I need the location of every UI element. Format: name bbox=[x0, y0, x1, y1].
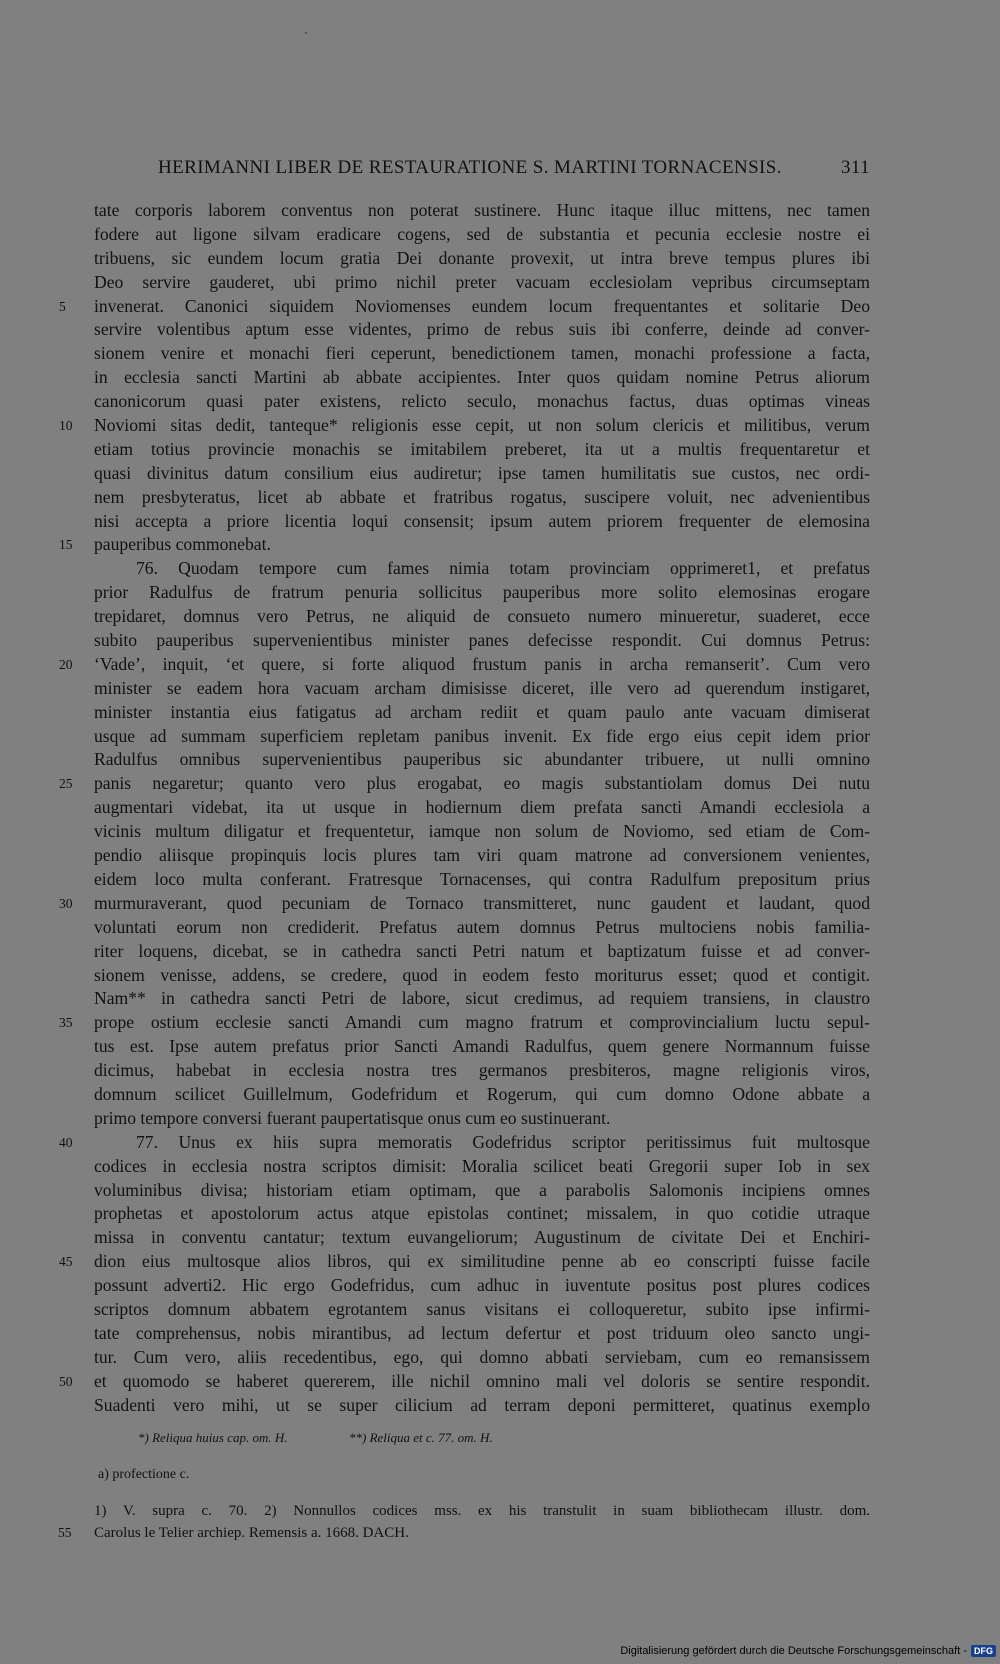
line-text: Nam** in cathedra sancti Petri de labore, sicut credimus, ad requiem transiens, in claustro bbox=[94, 988, 870, 1009]
line-number: 20 bbox=[59, 656, 73, 672]
text-line bbox=[94, 486, 870, 510]
text-line bbox=[59, 414, 870, 438]
line-number: 45 bbox=[59, 1254, 73, 1270]
line-number: 5 bbox=[59, 298, 66, 314]
footnote-line bbox=[58, 1522, 870, 1544]
text-line bbox=[94, 964, 870, 988]
line-text: prophetas et apostolorum actus atque epistolas continet; missalem, in quo cotidie utraque bbox=[94, 1203, 870, 1224]
text-line bbox=[94, 629, 870, 653]
text-line bbox=[94, 1035, 870, 1059]
line-text: Deo servire gauderet, ubi primo nichil preter vacuam ecclesiolam vepribus circumseptam bbox=[94, 271, 870, 292]
line-text: prope ostium ecclesie sancti Amandi cum magno fratrum et comprovincialium luctu sepul- bbox=[94, 1012, 870, 1033]
line-number: 50 bbox=[59, 1373, 73, 1389]
text-line bbox=[94, 581, 870, 605]
line-text: scriptos domnum abbatem egrotantem sanus visitans ei colloqueretur, subito ipse infirmi- bbox=[94, 1298, 870, 1319]
line-text: voluminibus divisa; historiam etiam optimam, que a parabolis Salomonis incipiens omnes bbox=[94, 1179, 870, 1200]
line-text: augmentari videbat, ita ut usque in hodiernum diem prefata sancti Amandi ecclesiola a bbox=[94, 797, 870, 818]
text-line bbox=[59, 295, 870, 319]
line-text: usque ad summam superficiem repletam panibus invenit. Ex fide ergo eius cepit idem prior bbox=[94, 725, 870, 746]
text-line bbox=[94, 247, 870, 271]
line-text: Radulfus omnibus supervenientibus pauperibus sic abundanter tribuere, ut nulli omnino bbox=[94, 749, 870, 770]
line-text: pauperibus commonebat. bbox=[94, 534, 271, 555]
line-number: 55 bbox=[58, 1525, 72, 1540]
text-line bbox=[94, 868, 870, 892]
main-text bbox=[59, 199, 870, 1417]
text-line bbox=[94, 1155, 870, 1179]
text-line bbox=[59, 892, 870, 916]
text-line bbox=[94, 725, 870, 749]
line-text: dion eius multosque alios libros, qui ex similitudine penne ab eo conscripti fuisse facile bbox=[94, 1251, 870, 1272]
text-line bbox=[59, 1370, 870, 1394]
text-line bbox=[94, 605, 870, 629]
line-text: voluntati eorum non crediderit. Prefatus autem domnus Petrus multociens nobis familia- bbox=[94, 916, 870, 937]
line-text: subito pauperibus supervenientibus minister panes defecisse respondit. Cui domnus Petrus: bbox=[94, 630, 870, 651]
line-text: primo tempore conversi fuerant paupertatisque onus cum eo sustinuerant. bbox=[94, 1107, 611, 1128]
footnote-text: 1) V. supra c. 70. 2) Nonnullos codices mss. ex his transtulit in suam bibliothecam illustr. dom. bbox=[94, 1503, 870, 1519]
line-text: codices in ecclesia nostra scriptos dimisit: Moralia scilicet beati Gregorii super Iob in sex bbox=[94, 1155, 870, 1176]
text-line bbox=[94, 318, 870, 342]
text-line bbox=[94, 199, 870, 223]
footnote-line bbox=[94, 1500, 870, 1522]
note-star: *) Reliqua huius cap. om. H. bbox=[138, 1430, 288, 1445]
text-line bbox=[59, 1011, 870, 1035]
text-line bbox=[94, 701, 870, 725]
line-text: panis negaretur; quanto vero plus erogabat, eo magis substantiolam domus Dei nutu bbox=[94, 773, 870, 794]
line-text: 76. Quodam tempore cum fames nimia totam provinciam opprimeret1, et prefatus bbox=[136, 558, 870, 579]
line-text: murmuraverant, quod pecuniam de Tornaco transmitteret, nunc gaudent et laudant, quod bbox=[94, 892, 870, 913]
text-line bbox=[94, 940, 870, 964]
digitization-credit bbox=[620, 1645, 996, 1657]
line-text: etiam totius provincie monachis se imitabilem preberet, ita ut a multis frequentaretur et bbox=[94, 438, 870, 459]
line-text: minister se eadem hora vacuam archam dimisisse diceret, ille vero ad querendum instigaret, bbox=[94, 677, 870, 698]
line-text: canonicorum quasi pater existens, relicto seculo, monachus factus, duas optimas vineas bbox=[94, 391, 870, 412]
line-text: Noviomi sitas dedit, tanteque* religionis esse cepit, ut non solum clericis et militibus, verum bbox=[94, 415, 870, 436]
line-text: tribuens, sic eundem locum gratia Dei donante provexit, ut intra breve tempus plures ibi bbox=[94, 247, 870, 268]
text-line bbox=[94, 390, 870, 414]
footnote-text: Carolus le Telier archiep. Remensis a. 1668. DACH. bbox=[94, 1525, 409, 1541]
line-number: 10 bbox=[59, 418, 73, 434]
line-text: nem presbyteratus, licet ab abbate et fratribus rogatus, suscipere voluit, nec advenientibus bbox=[94, 486, 870, 507]
line-text: tate corporis laborem conventus non poterat sustinere. Hunc itaque illuc mittens, nec tamen bbox=[94, 200, 870, 220]
line-text: eidem loco multa conferant. Fratresque Tornacenses, qui contra Radulfum prepositum prius bbox=[94, 868, 870, 889]
line-number: 40 bbox=[59, 1134, 73, 1150]
text-line bbox=[94, 1083, 870, 1107]
line-text: ‘Vade’, inquit, ‘et quere, si forte aliquod frustum panis in archa remanserit’. Cum vero bbox=[94, 653, 870, 674]
text-line bbox=[94, 987, 870, 1011]
line-text: riter loquens, dicebat, se in cathedra sancti Petri natum et baptizatum fuisse et ad conver- bbox=[94, 940, 870, 961]
line-text: possunt adverti2. Hic ergo Godefridus, cum adhuc in iuventute positus post plures codices bbox=[94, 1275, 870, 1296]
text-line bbox=[94, 438, 870, 462]
line-text: trepidaret, domnus vero Petrus, ne aliquid de consueto numero minueretur, suaderet, ecce bbox=[94, 606, 870, 627]
text-line bbox=[94, 677, 870, 701]
text-line bbox=[94, 1179, 870, 1203]
text-line bbox=[94, 1107, 870, 1131]
text-line bbox=[94, 342, 870, 366]
note-double-star: **) Reliqua et c. 77. om. H. bbox=[349, 1430, 493, 1445]
text-line bbox=[94, 1274, 870, 1298]
text-line bbox=[94, 366, 870, 390]
line-text: 77. Unus ex hiis supra memoratis Godefridus scriptor peritissimus fuit multosque bbox=[136, 1131, 870, 1152]
line-text: tate comprehensus, nobis mirantibus, ad lectum defertur et post triduum oleo sancto ungi- bbox=[94, 1322, 870, 1343]
line-text: nisi accepta a priore licentia loqui consensit; ipsum autem priorem frequenter de elemosina bbox=[94, 510, 870, 531]
line-text: sionem venire et monachi fieri ceperunt, benedictionem tamen, monachi professione a facta, bbox=[94, 343, 870, 364]
credit-text: Digitalisierung gefördert durch die Deutsche Forschungsgemeinschaft - bbox=[620, 1645, 967, 1657]
line-text: Suadenti vero mihi, ut se super cilicium ad terram deponi permitteret, quatinus exemplo bbox=[94, 1394, 870, 1415]
line-text: vicinis multum diligatur et frequentetur, iamque non solum de Noviomo, sed etiam de Com- bbox=[94, 821, 870, 842]
line-number: 30 bbox=[59, 895, 73, 911]
text-line bbox=[94, 462, 870, 486]
line-text: fodere aut ligone silvam eradicare cogens, sed de substantia et pecunia ecclesie nostre ei bbox=[94, 223, 870, 244]
text-line bbox=[94, 844, 870, 868]
line-text: pendio aliisque propinquis locis plures tam viri quam matrone ad conversionem venientes, bbox=[94, 845, 870, 866]
line-number: 35 bbox=[59, 1015, 73, 1031]
line-text: et quomodo se haberet quererem, ille nichil omnino mali vel doloris se sentire respondit. bbox=[94, 1370, 870, 1391]
text-line bbox=[59, 772, 870, 796]
text-line bbox=[94, 510, 870, 534]
variant-footnote: a) profectione c. bbox=[98, 1467, 190, 1482]
line-text: tur. Cum vero, aliis recedentibus, ego, qui domno abbati serviebam, cum eo remansissem bbox=[94, 1346, 870, 1367]
line-text: in ecclesia sancti Martini ab abbate accipientes. Inter quos quidam nomine Petrus aliorum bbox=[94, 367, 870, 388]
page-title: HERIMANNI LIBER DE RESTAURATIONE S. MARTINI TORNACENSIS. bbox=[158, 157, 782, 178]
text-line bbox=[94, 557, 870, 581]
text-line bbox=[94, 1226, 870, 1250]
text-line bbox=[94, 271, 870, 295]
text-line bbox=[94, 1394, 870, 1418]
text-line bbox=[94, 796, 870, 820]
line-text: sionem venisse, addens, se credere, quod in eodem festo moriturus esset; quod et contigit. bbox=[94, 964, 870, 985]
line-number: 15 bbox=[59, 537, 73, 553]
page-number: 311 bbox=[841, 157, 870, 178]
dfg-logo: DFG bbox=[971, 1645, 996, 1657]
text-line bbox=[94, 820, 870, 844]
text-line bbox=[59, 533, 870, 557]
text-line bbox=[94, 1202, 870, 1226]
line-text: invenerat. Canonici siquidem Noviomenses eundem locum frequentantes et solitarie Deo bbox=[94, 295, 870, 316]
text-line bbox=[59, 1250, 870, 1274]
text-line bbox=[59, 1131, 870, 1155]
text-line bbox=[94, 1059, 870, 1083]
text-line bbox=[94, 223, 870, 247]
line-number: 25 bbox=[59, 776, 73, 792]
running-header bbox=[92, 157, 892, 181]
text-line bbox=[94, 1322, 870, 1346]
line-text: domnum scilicet Guillelmum, Godefridum et Rogerum, qui cum domno Odone abbate a bbox=[94, 1083, 870, 1104]
line-text: minister instantia eius fatigatus ad archam rediit et quam paulo ante vacuam dimiserat bbox=[94, 701, 870, 722]
speck bbox=[305, 32, 307, 34]
line-text: dicimus, habebat in ecclesia nostra tres germanos presbiteros, magne religionis viros, bbox=[94, 1060, 870, 1081]
critical-notes bbox=[94, 1430, 870, 1452]
text-line bbox=[94, 1346, 870, 1370]
line-text: servire volentibus aptum esse videntes, primo de rebus suis ibi conferre, deinde ad conver- bbox=[94, 319, 870, 340]
text-line bbox=[94, 1298, 870, 1322]
line-text: missa in conventu cantatur; textum euvangeliorum; Augustinum de civitate Dei et Enchiri- bbox=[94, 1227, 870, 1248]
line-text: prior Radulfus de fratrum penuria sollicitus pauperibus more solito elemosinas erogare bbox=[94, 582, 870, 603]
text-line bbox=[59, 653, 870, 677]
line-text: quasi divinitus datum consilium eius audiretur; ipse tamen humilitatis sue custos, nec ordi- bbox=[94, 462, 870, 483]
line-text: tus est. Ipse autem prefatus prior Sancti Amandi Radulfus, quem genere Normannum fuisse bbox=[94, 1036, 870, 1057]
text-line bbox=[94, 916, 870, 940]
footnotes bbox=[58, 1500, 870, 1544]
text-line bbox=[94, 748, 870, 772]
